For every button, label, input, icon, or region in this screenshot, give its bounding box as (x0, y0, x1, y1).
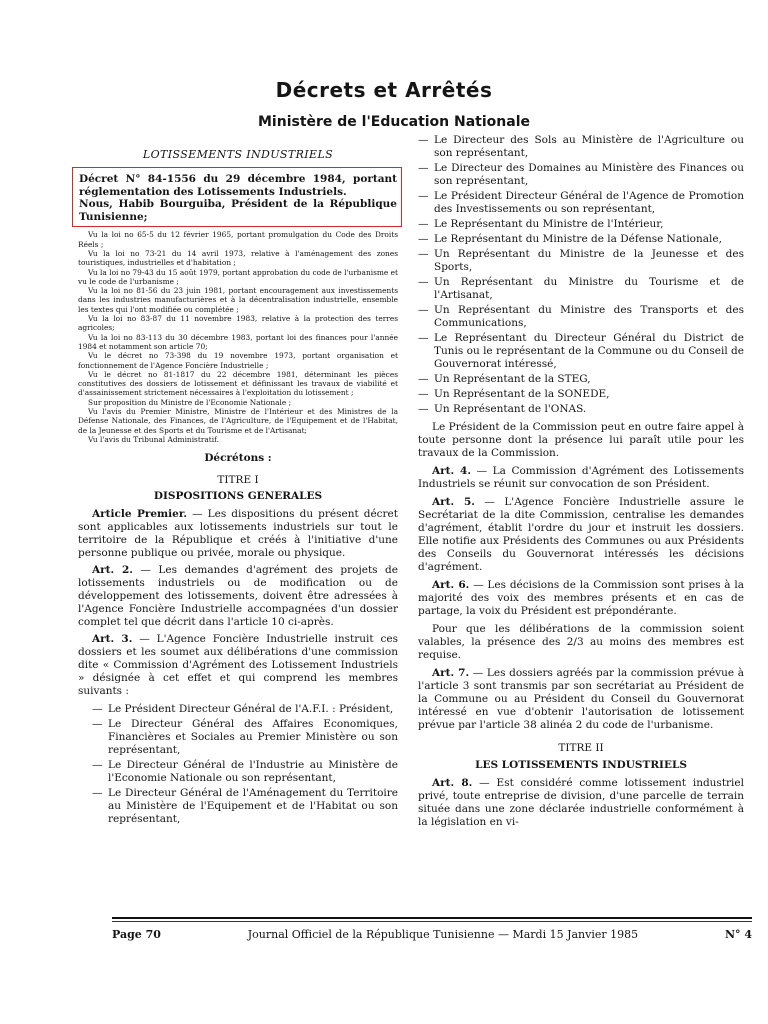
ministry-heading: Ministère de l'Education Nationale (258, 114, 530, 130)
article-2: Art. 2. — Les demandes d'agrément des projets de lotissements industriels ou de modification ou de développement des lotissements, doivent être adressées à l'Agence Foncière Industrielle accompagnées d'un dossier complet tel que décrit dans l'article 10 ci-après. (78, 564, 398, 629)
list-item: — Le Directeur des Sols au Ministère de l'Agriculture ou son représentant, (418, 134, 744, 159)
visa-item: Vu l'avis du Tribunal Administratif. (88, 434, 219, 444)
article-8: Art. 8. — Est considéré comme lotissement industriel privé, toute entreprise de division, d'une parcelle de terrain située dans une zone déclarée industrielle conformément à la législation en vi- (418, 777, 744, 828)
titre-2-subtitle: LES LOTISSEMENTS INDUSTRIELS (475, 759, 687, 771)
visa-item: Vu la loi no 81-56 du 23 juin 1981, portant encouragement aux investissements dans les industries manufacturières et à la décentralisation industrielle, ensemble les textes qui l'ont modifiée ou complétée ; (78, 286, 398, 314)
list-item: — Un Représentant du Ministre des Transports et des Communications, (418, 304, 744, 329)
section-heading: LOTISSEMENTS INDUSTRIELS (142, 148, 334, 161)
decree-title: Décret N° 84-1556 du 29 décembre 1984, portant réglementation des Lotissements Industriels. (79, 173, 397, 198)
visa-item: Vu le décret no 73-398 du 19 novembre 1973, portant organisation et fonctionnement de l'Agence Foncière Industrielle ; (78, 351, 398, 370)
list-item: — Un Représentant de la STEG, (418, 373, 591, 385)
right-column (418, 134, 744, 829)
list-item: — Le Directeur des Domaines au Ministère des Finances ou son représentant, (418, 162, 744, 187)
decree-president: Nous, Habib Bourguiba, Président de la République Tunisienne; (79, 198, 397, 223)
article-4: Art. 4. — La Commission d'Agrément des Lotissements Industriels se réunit sur convocation de son Président. (418, 465, 744, 490)
footer-rule (112, 917, 752, 919)
list-item: — Le Directeur Général des Affaires Economiques, Financières et Sociales au Premier Ministère ou son représentant, (92, 718, 398, 757)
titre-1: TITRE I (217, 474, 259, 487)
list-item: — Un Représentant de la SONEDE, (418, 388, 610, 400)
visa-item: Vu la loi no 73-21 du 14 avril 1973, relative à l'aménagement des zones touristiques, industrielles et d'habitation ; (78, 248, 398, 268)
article-3: Art. 3. — L'Agence Foncière Industrielle instruit ces dossiers et les soumet aux délibérations d'une commission dite « Commission d'Agrément des Lotissement Industriels » désignée à cet effet et qui comprend les membres suivants : (78, 633, 398, 698)
visa-item: Vu la loi no 83-87 du 11 novembre 1983, relative à la protection des terres agricoles; (78, 314, 398, 333)
president-paragraph: Le Président de la Commission peut en outre faire appel à toute personne dont la présence lui paraît utile pour les travaux de la Commission. (418, 421, 744, 459)
visa-item: Vu la loi no 65-5 du 12 février 1965, portant promulgation du Code des Droits Réels ; (78, 230, 398, 249)
titre-2: TITRE II (558, 742, 604, 754)
page-number: Page 70 (112, 928, 161, 941)
page-footer (112, 928, 752, 941)
visa-item: Vu l'avis du Premier Ministre, Ministre de l'Intérieur et des Ministres de la Défense Nationale, des Finances, de l'Agriculture, de l'Equipement et de l'Habitat, de la Jeunesse et des Sports et du Tourisme et de l'Artisanat; (78, 407, 398, 435)
article-7: Art. 7. — Les dossiers agréés par la commission prévue à l'article 3 sont transmis par son secrétariat au Président de la Commune ou au Président du Conseil du Gouvernorat intéressé en vue d'obtenir l'autorisation de lotissement prévue par l'article 38 alinéa 2 du code de l'urbanisme. (418, 667, 744, 731)
footer-rule-thin (112, 921, 752, 922)
list-item: — Le Directeur Général de l'Industrie au Ministère de l'Economie Nationale ou son représentant, (92, 759, 398, 785)
list-item: — Un Représentant de l'ONAS. (418, 403, 587, 415)
list-item: — Le Représentant du Ministre de l'Intérieur, (418, 218, 664, 230)
left-column (78, 148, 398, 826)
visa-item: Sur proposition du Ministre de l'Economie Nationale ; (88, 397, 292, 407)
article-6-paragraph: Pour que les délibérations de la commission soient valables, la présence des 2/3 au moins des membres est requise. (418, 623, 744, 661)
list-item: — Le Président Directeur Général de l'Agence de Promotion des Investissements ou son représentant, (418, 190, 744, 215)
list-item: — Le Représentant du Directeur Général du District de Tunis ou le représentant de la Commune ou du Conseil de Gouvernorat intéressé, (418, 332, 744, 370)
visa-item: Vu la loi no 79-43 du 15 août 1979, portant approbation du code de l'urbanisme et vu le code de l'urbanisme ; (78, 267, 398, 286)
journal-reference: Journal Officiel de la République Tunisienne — Mardi 15 Janvier 1985 (247, 928, 639, 941)
list-item: — Un Représentant du Ministre de la Jeunesse et des Sports, (418, 248, 744, 273)
titre-1-subtitle: DISPOSITIONS GENERALES (153, 490, 323, 503)
list-item: — Le Représentant du Ministre de la Défense Nationale, (418, 233, 722, 245)
article-1: Article Premier. — Les dispositions du présent décret sont applicables aux lotissements industriels sur tout le territoire de la République et créés à l'initiative d'une personne publique ou privée, morale ou physique. (78, 508, 398, 560)
page-title: Décrets et Arrêtés (275, 78, 493, 102)
members-list-right (418, 134, 744, 416)
article-5: Art. 5. — L'Agence Foncière Industrielle assure le Secrétariat de la dite Commission, centralise les demandes d'agrément, établit l'ordre du jour et instruit les dossiers. Elle notifie aux Présidents des Communes ou aux Présidents des Conseils du Gouvernorat intéressés les décisions d'agrément. (418, 496, 744, 573)
issue-number: N° 4 (724, 928, 752, 941)
decretons-heading: Décrétons : (204, 452, 272, 465)
members-list-left (78, 703, 398, 826)
list-item: — Le Président Directeur Général de l'A.F.I. : Président, (92, 703, 394, 716)
decree-highlight-box (72, 167, 402, 227)
visa-item: Vu le décret no 81-1817 du 22 décembre 1981, déterminant les pièces constitutives des dossiers de lotissement et définissant les travaux de viabilité et d'assainissement strictement nécessaires à l'exploitation du lotissement ; (78, 369, 398, 398)
visas-block (78, 230, 398, 444)
list-item: — Le Directeur Général de l'Aménagement du Territoire au Ministère de l'Equipement et de l'Habitat ou son représentant, (92, 787, 398, 826)
list-item: — Un Représentant du Ministre du Tourisme et de l'Artisanat, (418, 276, 744, 301)
visa-item: Vu la loi no 83-113 du 30 décembre 1983, portant loi des finances pour l'année 1984 et notamment son article 70; (78, 332, 398, 351)
article-6: Art. 6. — Les décisions de la Commission sont prises à la majorité des voix des membres présents et en cas de partage, la voix du Président est prépondérante. (418, 579, 745, 617)
